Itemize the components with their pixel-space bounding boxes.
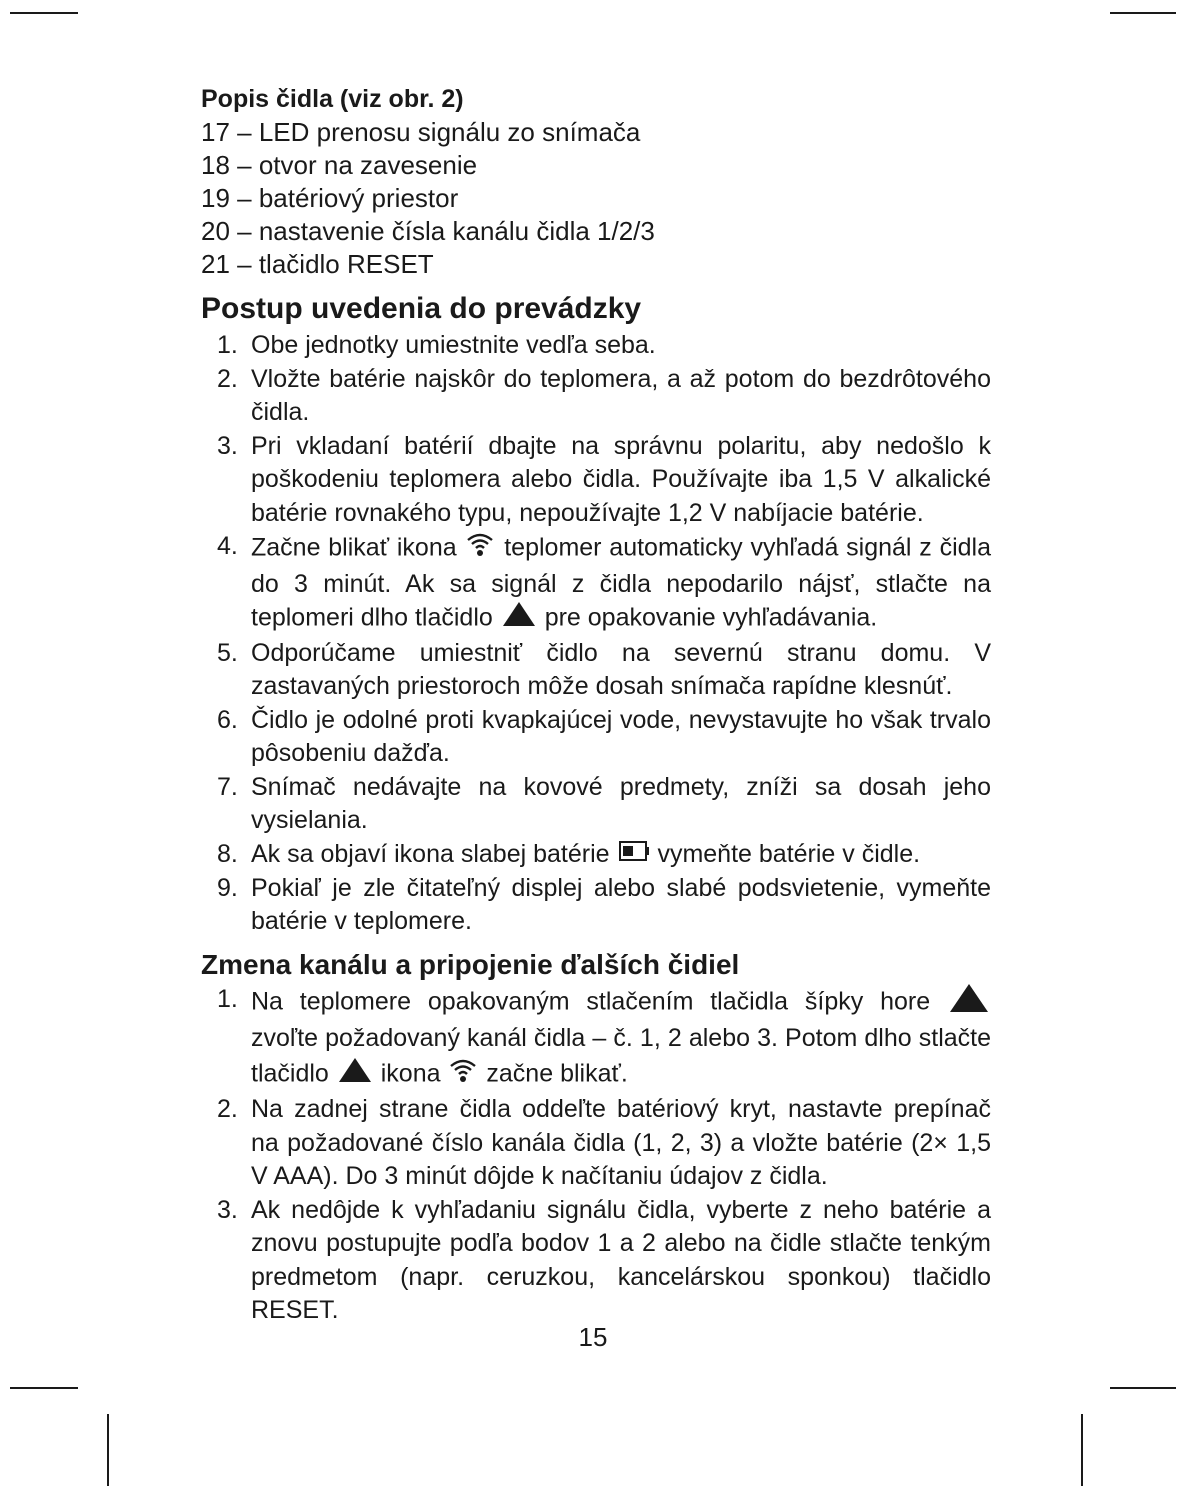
step-number: 1. — [217, 984, 238, 1013]
part-item: 19 – batériový priestor — [201, 183, 459, 213]
up-arrow-icon — [949, 983, 989, 1023]
step-number: 7. — [217, 772, 238, 801]
part-item: 17 – LED prenosu signálu zo snímača — [201, 117, 641, 147]
crop-mark-top-left — [10, 12, 78, 14]
setup-step — [201, 363, 991, 430]
channel-step — [201, 983, 991, 1094]
step-number: 6. — [217, 705, 238, 734]
step-number: 4. — [217, 532, 238, 560]
setup-step — [201, 329, 991, 363]
step-text: Snímač nedávajte na kovové predmety, zníži sa dosah jeho vysielania. — [251, 772, 991, 834]
step-number: 9. — [217, 873, 238, 902]
step-number: 3. — [217, 1195, 238, 1224]
setup-step — [201, 872, 991, 939]
step-text: Pokiaľ je zle čitateľný displej alebo slabé podsvietenie, vymeňte batérie v teplomere. — [251, 873, 991, 936]
up-arrow-icon — [338, 1057, 372, 1093]
step-text: Začne blikať ikona — [251, 533, 457, 562]
step-text: ikona — [380, 1059, 441, 1087]
step-text: teplomer automaticky vyhľadá signál z čidla do 3 minút. Ak sa signál z čidla nepodarilo nájsť, stlačte na teplomeri dlho tlačidlo — [251, 533, 991, 632]
part-item: 20 – nastavenie čísla kanálu čidla 1/2/3 — [201, 216, 655, 246]
step-text: Ak nedôjde k vyhľadaniu signálu čidla, vyberte z neho batérie a znovu postupujte podľa bodov 1 a 2 alebo na čidle stlačte tenkým predmetom (napr. ceruzkou, kancelárskou sponkou) tlačidlo RESET. — [251, 1195, 991, 1325]
setup-heading: Postup uvedenia do prevádzky — [201, 292, 642, 325]
step-number: 8. — [217, 839, 238, 868]
step-text: Na teplomere opakovaným stlačením tlačidla šípky hore — [251, 987, 931, 1015]
step-number: 3. — [217, 431, 238, 460]
setup-steps-list — [201, 329, 991, 939]
up-arrow-icon — [502, 601, 536, 637]
step-text: vymeňte batérie v čidle. — [657, 839, 921, 868]
channel-step — [201, 1194, 991, 1328]
crop-mark-vertical-left — [107, 1414, 109, 1486]
step-number: 2. — [217, 1095, 238, 1124]
setup-step — [201, 838, 991, 872]
step-number: 1. — [217, 331, 238, 359]
part-item: 18 – otvor na zavesenie — [201, 150, 478, 180]
signal-icon — [466, 530, 494, 568]
channel-heading: Zmena kanálu a pripojenie ďalších čidiel — [201, 948, 740, 980]
step-text: Čidlo je odolné proti kvapkajúcej vode, nevystavujte ho však trvalo pôsobeniu dažďa. — [251, 705, 991, 767]
page-number: 15 — [578, 1322, 608, 1352]
step-text: Na zadnej strane čidla oddeľte batériový kryt, nastavte prepínač na požadované číslo kanála čidla (1, 2, 3) a vložte batérie (2× 1,5 V AAA). Do 3 minút dôjde k načítaniu údajov z čidla. — [251, 1095, 991, 1191]
setup-step — [201, 637, 991, 704]
crop-mark-vertical-right — [1081, 1414, 1083, 1486]
crop-mark-bottom-left — [10, 1387, 78, 1389]
step-text: zvoľte požadovaný kanál čidla – č. 1, 2 alebo 3. Potom dlho stlačte tlačidlo — [251, 1024, 991, 1087]
sensor-description-heading: Popis čidla (viz obr. 2) — [201, 85, 464, 113]
sensor-parts-list — [201, 116, 991, 281]
step-number: 2. — [217, 364, 238, 393]
step-text: Ak sa objaví ikona slabej batérie — [251, 839, 610, 868]
part-item: 21 – tlačidlo RESET — [201, 249, 434, 279]
crop-mark-top-right — [1110, 12, 1176, 14]
low-battery-icon — [619, 838, 649, 872]
setup-step — [201, 704, 991, 771]
step-text: Odporúčame umiestniť čidlo na severnú stranu domu. V zastavaných priestoroch môže dosah snímača rapídne klesnúť. — [251, 638, 991, 700]
signal-icon — [449, 1056, 477, 1094]
step-text: pre opakovanie vyhľadávania. — [544, 603, 878, 632]
step-text: Vložte batérie najskôr do teplomera, a až potom do bezdrôtového čidla. — [251, 364, 991, 426]
setup-step — [201, 430, 991, 531]
crop-mark-bottom-right — [1110, 1387, 1176, 1389]
manual-page — [201, 82, 991, 1328]
channel-step — [201, 1093, 991, 1194]
step-number: 5. — [217, 638, 238, 667]
channel-steps-list — [201, 983, 991, 1328]
step-text: Pri vkladaní batérií dbajte na správnu polaritu, aby nedošlo k poškodeniu teplomera alebo čidla. Používajte iba 1,5 V alkalické batérie rovnakého typu, nepoužívajte 1,2 V nabíjacie batérie. — [251, 431, 991, 527]
setup-step — [201, 530, 991, 637]
step-text: Obe jednotky umiestnite vedľa seba. — [251, 331, 656, 359]
step-text: začne blikať. — [486, 1059, 628, 1087]
setup-step — [201, 771, 991, 838]
